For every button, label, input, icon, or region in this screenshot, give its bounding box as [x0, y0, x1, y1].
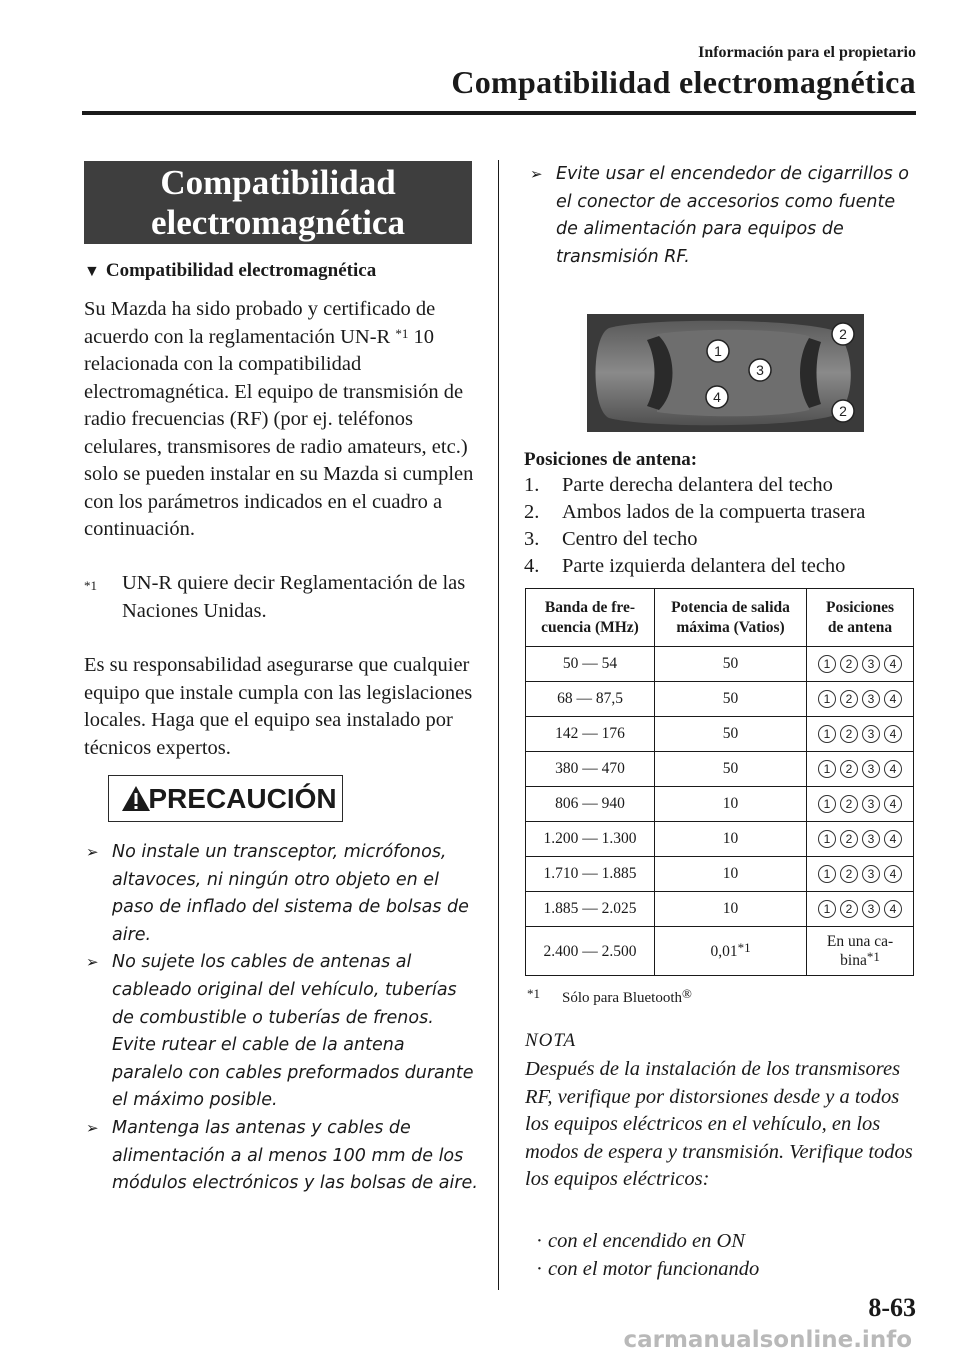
car-label-2-top: 2	[839, 326, 847, 342]
table-row	[526, 717, 914, 752]
watermark: carmanualsonline.info	[623, 1327, 912, 1353]
intro-paragraph	[84, 296, 476, 544]
caution-label: PRECAUCIÓN	[148, 783, 337, 814]
cell-power: 50	[655, 717, 807, 752]
cell-positions	[807, 647, 914, 682]
bullet-dot-icon: ·	[536, 1257, 543, 1280]
caution-item: ➢ Evite usar el encendedor de cigarrillos o el conector de accesorios como fuente de alimentación para equipos de transmisión RF.	[530, 161, 920, 271]
position-circle: 1	[818, 760, 836, 778]
position-circle: 2	[840, 655, 858, 673]
position-circle: 2	[840, 760, 858, 778]
note-list	[536, 1228, 759, 1283]
caution-list-continued	[530, 161, 920, 271]
cell-positions	[807, 857, 914, 892]
table-row	[526, 682, 914, 717]
table-row	[526, 892, 914, 927]
position-circle: 4	[884, 655, 902, 673]
table-footnote	[527, 986, 692, 1007]
warning-triangle-icon	[121, 785, 151, 812]
cell-band: 1.885 — 2.025	[526, 892, 655, 927]
position-circle: 3	[862, 795, 880, 813]
header-positions: Posiciones de antena	[807, 589, 914, 647]
cell-band: 2.400 — 2.500	[526, 927, 655, 976]
position-circle: 3	[862, 830, 880, 848]
position-footnote-ref: *1	[866, 949, 880, 964]
chapter-title-line1: Compatibilidad	[160, 163, 396, 202]
table-footnote-text: Sólo para Bluetooth	[562, 990, 682, 1006]
footnote-label: *1	[84, 578, 97, 593]
position-circle: 1	[818, 865, 836, 883]
position-circle: 1	[818, 690, 836, 708]
intro-footnote-ref: *1	[395, 325, 409, 341]
table-row	[526, 647, 914, 682]
footnote-text: UN-R quiere decir Reglamentación de las Naciones Unidas.	[122, 572, 466, 622]
table-row	[526, 857, 914, 892]
intro-text-a: Su Mazda ha sido probado y certificado de acuerdo con la reglamentación UN-R	[84, 298, 436, 348]
cell-power: 0,01$^{*1}$	[655, 927, 807, 976]
position-circle: 3	[862, 900, 880, 918]
position-circle: 1	[818, 725, 836, 743]
position-circle: 4	[884, 795, 902, 813]
header-rule	[82, 111, 916, 115]
position-circle: 3	[862, 865, 880, 883]
cell-positions	[807, 682, 914, 717]
position-circle: 4	[884, 760, 902, 778]
note-list-item: · con el motor funcionando	[536, 1256, 759, 1284]
car-label-3: 3	[756, 362, 764, 378]
arrow-bullet-icon: ➢	[530, 165, 543, 183]
position-circle: 4	[884, 725, 902, 743]
page-number: 8-63	[868, 1293, 916, 1322]
cell-positions	[807, 787, 914, 822]
cell-power: 50	[655, 752, 807, 787]
cell-power: 10	[655, 787, 807, 822]
cell-band: 1.200 — 1.300	[526, 822, 655, 857]
car-label-4: 4	[713, 389, 721, 405]
position-circle: 1	[818, 830, 836, 848]
footnote	[84, 570, 476, 625]
antenna-item: 3. Centro del techo	[524, 528, 698, 550]
antenna-heading: Posiciones de antena:	[524, 449, 698, 470]
position-circle: 2	[840, 830, 858, 848]
section-heading	[84, 260, 376, 282]
table-row	[526, 787, 914, 822]
note-heading: NOTA	[525, 1030, 577, 1051]
position-circle: 2	[840, 865, 858, 883]
arrow-bullet-icon: ➢	[86, 1118, 99, 1137]
cell-power: 10	[655, 822, 807, 857]
note-list-item: · con el encendido en ON	[536, 1228, 759, 1256]
cell-band: 380 — 470	[526, 752, 655, 787]
chapter-title-box	[84, 161, 472, 244]
position-circle: 1	[818, 655, 836, 673]
cell-power: 10	[655, 892, 807, 927]
position-circle: 4	[884, 865, 902, 883]
header-section-label: Información para el propietario	[698, 44, 916, 61]
power-footnote-ref: *1	[737, 939, 751, 955]
position-circle: 2	[840, 725, 858, 743]
cell-power: 50	[655, 647, 807, 682]
footnote-item	[84, 570, 476, 625]
cell-band: 50 — 54	[526, 647, 655, 682]
car-top-view-image	[587, 314, 864, 432]
antenna-item: 1. Parte derecha delantera del techo	[524, 474, 833, 496]
position-circle: 4	[884, 690, 902, 708]
position-circle: 2	[840, 795, 858, 813]
section-heading-text: Compatibilidad electromagnética	[105, 260, 377, 281]
caution-item: ➢ No instale un transceptor, micrófonos, altavoces, ni ningún otro objeto en el paso de inflado del sistema de bolsas de aire.	[86, 839, 478, 949]
caution-item: ➢ No sujete los cables de antenas al cableado original del vehículo, tuberías de combustible o tuberías de frenos. Evite rutear el cable de la antena paralelo con cables preformados durante el máximo posible.	[86, 949, 478, 1115]
antenna-item: 2. Ambos lados de la compuerta trasera	[524, 501, 866, 523]
position-circle: 4	[884, 830, 902, 848]
cell-positions	[807, 822, 914, 857]
frequency-table	[525, 588, 914, 976]
note-body: Después de la instalación de los transmisores RF, verifique por distorsiones desde y a todos los equipos eléctricos en el vehículo, en los modos de espera y transmisión. Verifique todos los equipos eléctricos:	[525, 1058, 913, 1190]
caution-box	[108, 775, 343, 822]
table-row	[526, 822, 914, 857]
table-row	[526, 927, 914, 976]
responsibility-paragraph: Es su responsabilidad asegurarse que cualquier equipo que instale cumpla con las legislaciones locales. Haga que el equipo sea instalado por técnicos expertos.	[84, 654, 473, 759]
cell-band: 68 — 87,5	[526, 682, 655, 717]
triangle-down-icon: ▼	[84, 263, 100, 280]
position-circle: 3	[862, 655, 880, 673]
position-circle: 3	[862, 760, 880, 778]
position-circle: 1	[818, 795, 836, 813]
header-title: Compatibilidad electromagnética	[451, 64, 916, 100]
cell-positions	[807, 892, 914, 927]
column-divider	[498, 160, 499, 1290]
car-label-2-bottom: 2	[839, 403, 847, 419]
arrow-bullet-icon: ➢	[86, 953, 99, 972]
registered-mark: ®	[682, 986, 692, 1001]
table-row	[526, 752, 914, 787]
position-circle: 3	[862, 690, 880, 708]
chapter-title-line2: electromagnética	[151, 203, 405, 242]
position-circle: 3	[862, 725, 880, 743]
cell-positions	[807, 752, 914, 787]
bullet-dot-icon: ·	[536, 1230, 543, 1252]
caution-item: ➢ Mantenga las antenas y cables de alimentación a al menos 100 mm de los módulos electrónicos y las bolsas de aire.	[86, 1115, 478, 1198]
car-label-1: 1	[714, 343, 722, 359]
table-footnote-label: *1	[527, 986, 540, 1001]
header-band: Banda de fre- cuencia (MHz)	[526, 589, 655, 647]
position-circle: 1	[818, 900, 836, 918]
cell-band: 142 — 176	[526, 717, 655, 752]
cell-band: 1.710 — 1.885	[526, 857, 655, 892]
antenna-list	[524, 472, 865, 580]
table-header-row	[526, 589, 914, 647]
cell-positions: En una ca- bina$^{*1}$	[807, 927, 914, 976]
cell-power: 50	[655, 682, 807, 717]
position-circle: 2	[840, 690, 858, 708]
position-circle: 2	[840, 900, 858, 918]
table-body	[526, 647, 914, 976]
intro-text-b: 10 relacionada con la compatibilidad electromagnética. El equipo de transmisión de radio frecuencias (RF) (por ej. teléfonos celulares, transmisores de radio amateurs, etc.) solo se pueden instalar en su Mazda si cumplen con los parámetros indicados en el cuadro a continuación.	[84, 325, 474, 540]
cell-power: 10	[655, 857, 807, 892]
caution-list	[86, 839, 478, 1198]
cell-positions	[807, 717, 914, 752]
arrow-bullet-icon: ➢	[86, 843, 99, 861]
header-power: Potencia de salida máxima (Vatios)	[655, 589, 807, 647]
antenna-item: 4. Parte izquierda delantera del techo	[524, 555, 846, 577]
position-circle: 4	[884, 900, 902, 918]
cell-band: 806 — 940	[526, 787, 655, 822]
